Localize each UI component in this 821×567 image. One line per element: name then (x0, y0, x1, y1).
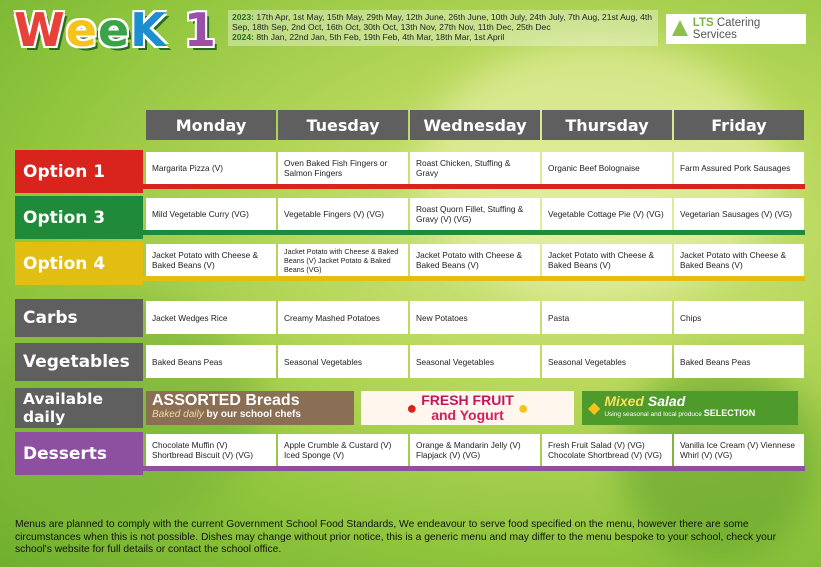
bread-chefs: by our school chefs (206, 409, 301, 420)
menu-row-desserts (15, 432, 805, 475)
pepper-icon: ◆ (588, 400, 601, 417)
bread-subtitle (152, 408, 301, 422)
menu-row-option-3 (15, 196, 805, 239)
menu-cell: Seasonal Vegetables (278, 345, 408, 378)
lts-leaf-icon (672, 20, 688, 38)
fruit-title: FRESH FRUIT (421, 392, 514, 408)
row-label: Desserts (15, 432, 143, 475)
day-header: Wednesday (410, 110, 540, 140)
salad-banner (582, 391, 798, 425)
menu-cell: Baked Beans Peas (674, 345, 804, 378)
fruit-subtitle: and Yogurt (431, 407, 504, 423)
day-header: Thursday (542, 110, 672, 140)
menu-cell: Jacket Wedges Rice (146, 301, 276, 334)
menu-cell: Mild Vegetable Curry (VG) (146, 198, 276, 230)
menu-row-available-daily (15, 388, 805, 428)
menu-row-vegetables (15, 343, 805, 381)
strawberry-icon: ● (406, 397, 418, 418)
menu-cell: New Potatoes (410, 301, 540, 334)
week-title (14, 2, 217, 58)
menu-cell: Roast Quorn Fillet, Stuffing & Gravy (V) (VG) (410, 198, 540, 230)
day-header: Tuesday (278, 110, 408, 140)
dates-2024 (232, 32, 654, 42)
menu-cell: Vegetable Fingers (V) (VG) (278, 198, 408, 230)
salad-selection: SELECTION (703, 408, 756, 418)
fruit-banner (361, 391, 574, 425)
title-letter: e (97, 3, 131, 57)
row-band (15, 230, 805, 235)
menu-cell: Chocolate Muffin (V) Shortbread Biscuit (V) (VG) (146, 434, 276, 466)
menu-cell: Baked Beans Peas (146, 345, 276, 378)
menu-dates (228, 10, 658, 46)
logo-text (693, 17, 806, 41)
menu-cell: Creamy Mashed Potatoes (278, 301, 408, 334)
bread-banner (146, 391, 354, 425)
dates-list: 17th Apr, 1st May, 15th May, 29th May, 12th June, 26th June, 10th July, 24th July, 7th Aug, 21st Aug, 4th Sep, 18th Sep, 2nd Oct, 16th Oct, 30th Oct, 13th Nov, 27th Nov, 11th Dec, 25th Dec (232, 12, 653, 32)
title-letter: W (14, 3, 66, 57)
row-label: Vegetables (15, 343, 143, 381)
year-label: 2023: (232, 12, 254, 22)
menu-cell: Jacket Potato with Cheese & Baked Beans (V) (410, 244, 540, 276)
row-label: Option 1 (15, 150, 143, 193)
menu-cell: Fresh Fruit Salad (V) (VG) Chocolate Shortbread (V) (VG) (542, 434, 672, 466)
row-band (15, 466, 805, 471)
menu-cell: Jacket Potato with Cheese & Baked Beans (V) Jacket Potato & Baked Beans (VG) (278, 244, 408, 276)
salad-word: Salad (647, 393, 686, 409)
menu-cell: Margarita Pizza (V) (146, 152, 276, 184)
salad-title (604, 395, 755, 407)
menu-row-option-4 (15, 242, 805, 285)
day-header: Friday (674, 110, 804, 140)
row-band (15, 276, 805, 281)
menu-cell: Chips (674, 301, 804, 334)
logo-brand: LTS (692, 17, 714, 29)
logo-rest: Catering Services (692, 17, 761, 41)
menu-cell: Vegetarian Sausages (V) (VG) (674, 198, 804, 230)
menu-cell: Jacket Potato with Cheese & Baked Beans (V) (542, 244, 672, 276)
menu-cell: Oven Baked Fish Fingers or Salmon Fingers (278, 152, 408, 184)
salad-mixed: Mixed (604, 393, 644, 409)
bread-baked: Baked daily (152, 409, 204, 420)
menu-row-option-1 (15, 150, 805, 193)
title-letter: e (65, 3, 98, 57)
row-label: Available daily (15, 388, 143, 428)
bread-title: ASSORTED Breads (152, 392, 300, 409)
menu-cell: Apple Crumble & Custard (V) Iced Sponge (V) (278, 434, 408, 466)
row-label: Option 3 (15, 196, 143, 239)
menu-row-carbs (15, 299, 805, 337)
dates-list: 8th Jan, 22nd Jan, 5th Feb, 19th Feb, 4th Mar, 18th Mar, 1st April (256, 32, 505, 42)
dates-2023 (232, 12, 654, 32)
year-label: 2024: (232, 32, 254, 42)
menu-cell: Orange & Mandarin Jelly (V) Flapjack (V) (VG) (410, 434, 540, 466)
row-label: Option 4 (15, 242, 143, 285)
menu-cell: Vanilla Ice Cream (V) Viennese Whirl (V) (VG) (674, 434, 804, 466)
menu-cell: Roast Chicken, Stuffing & Gravy (410, 152, 540, 184)
menu-cell: Jacket Potato with Cheese & Baked Beans (V) (674, 244, 804, 276)
menu-cell: Seasonal Vegetables (410, 345, 540, 378)
salad-note: Using seasonal and local produce (604, 411, 702, 418)
title-letter: K (130, 3, 167, 57)
disclaimer-text: Menus are planned to comply with the current Government School Food Standards, We endeavour to serve food specified on the menu, however there are some circumstances when this is not possible. Dishes may change without prior notice, this is a generic menu and may differ to the menu bespoke to your school, check your school's website for full details or contact the school office. (15, 519, 777, 555)
menu-cell: Organic Beef Bolognaise (542, 152, 672, 184)
menu-cell: Farm Assured Pork Sausages (674, 152, 804, 184)
row-label: Carbs (15, 299, 143, 337)
row-band (15, 184, 805, 189)
salad-subtitle (604, 407, 755, 421)
menu-cell: Jacket Potato with Cheese & Baked Beans (V) (146, 244, 276, 276)
menu-cell: Vegetable Cottage Pie (V) (VG) (542, 198, 672, 230)
lemon-icon: ● (517, 397, 529, 418)
lts-logo (666, 14, 806, 44)
title-letter: 1 (166, 3, 217, 57)
day-header: Monday (146, 110, 276, 140)
menu-cell: Seasonal Vegetables (542, 345, 672, 378)
menu-cell: Pasta (542, 301, 672, 334)
